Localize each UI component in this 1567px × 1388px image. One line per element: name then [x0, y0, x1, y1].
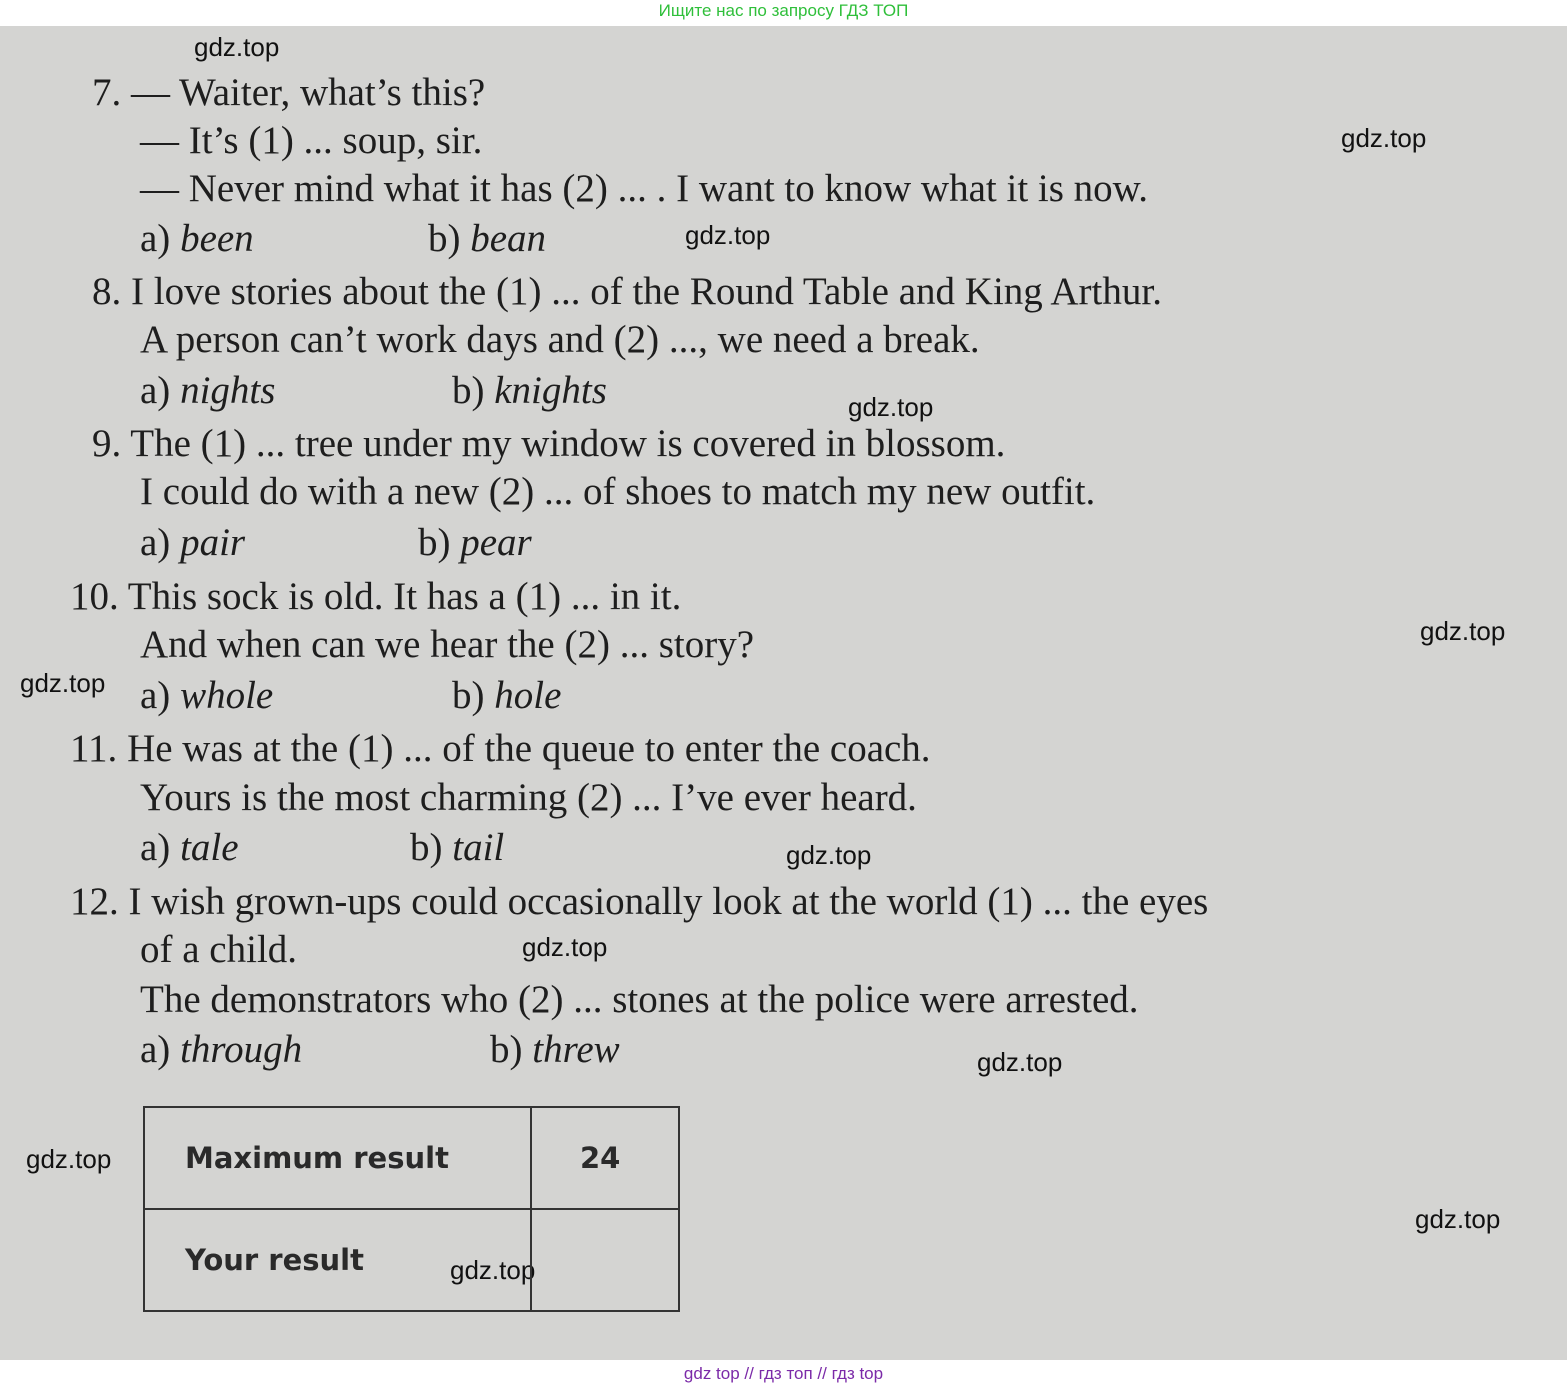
option-a-prefix: a) — [140, 826, 171, 869]
question-10-option-b — [452, 673, 561, 718]
watermark: gdz.top — [450, 1255, 536, 1285]
watermark: gdz.top — [20, 668, 106, 698]
bottom-banner: gdz top // гдз топ // гдз top — [0, 1360, 1567, 1388]
option-a-prefix: a) — [140, 521, 171, 564]
option-b-prefix: b) — [490, 1028, 523, 1071]
question-7-line-1 — [92, 70, 485, 115]
watermark: gdz.top — [1415, 1204, 1501, 1234]
question-7-option-b — [428, 216, 546, 261]
max-result-label: Maximum result — [144, 1107, 531, 1209]
question-7-text-1: — Waiter, what’s this? — [131, 71, 486, 114]
option-a-prefix: a) — [140, 369, 171, 412]
question-9-line-2: I could do with a new (2) ... of shoes to match my new outfit. — [140, 470, 1096, 513]
result-table — [143, 1106, 680, 1312]
option-b-prefix: b) — [410, 826, 443, 869]
max-result-value: 24 — [531, 1107, 679, 1209]
option-a-prefix: a) — [140, 1028, 171, 1071]
question-9-number: 9. — [92, 422, 122, 465]
question-10-line-1 — [70, 574, 681, 619]
watermark: gdz.top — [977, 1047, 1063, 1077]
question-12-line-2: of a child. — [140, 928, 298, 971]
question-7-number: 7. — [92, 71, 122, 114]
your-result-value[interactable] — [531, 1209, 679, 1311]
question-9-line-1 — [92, 421, 1005, 466]
option-a-prefix: a) — [140, 674, 171, 717]
question-8-text-1: I love stories about the (1) ... of the Round Table and King Arthur. — [131, 270, 1162, 313]
option-a-word: through — [180, 1028, 303, 1071]
question-8-line-1 — [92, 269, 1162, 314]
watermark: gdz.top — [1341, 123, 1427, 153]
question-11-option-b — [410, 825, 504, 870]
option-b-word: pear — [460, 521, 532, 564]
option-b-prefix: b) — [452, 674, 485, 717]
question-11-number: 11. — [70, 727, 118, 770]
question-12-option-b — [490, 1027, 620, 1072]
question-9-option-a — [140, 520, 245, 565]
watermark: gdz.top — [194, 32, 280, 62]
option-b-prefix: b) — [418, 521, 451, 564]
option-a-word: whole — [180, 674, 274, 717]
question-9-option-b — [418, 520, 532, 565]
option-b-prefix: b) — [452, 369, 485, 412]
your-result-label: Your result — [144, 1209, 531, 1311]
max-result-row — [144, 1107, 679, 1209]
option-a-word: pair — [180, 521, 246, 564]
question-11-line-2: Yours is the most charming (2) ... I’ve ever heard. — [140, 776, 917, 819]
option-a-word: nights — [180, 369, 276, 412]
question-8-option-b — [452, 368, 607, 413]
watermark: gdz.top — [1420, 616, 1506, 646]
question-8-option-a — [140, 368, 275, 413]
question-8-line-2: A person can’t work days and (2) ..., we need a break. — [140, 318, 980, 361]
question-7-line-2: — It’s (1) ... soup, sir. — [140, 119, 483, 162]
watermark: gdz.top — [685, 220, 771, 250]
question-10-number: 10. — [70, 575, 119, 618]
question-7-option-a — [140, 216, 254, 261]
question-10-text-1: This sock is old. It has a (1) ... in it. — [127, 575, 682, 618]
option-b-word: threw — [532, 1028, 620, 1071]
question-11-line-1 — [70, 726, 931, 771]
your-result-row — [144, 1209, 679, 1311]
top-banner: Ищите нас по запросу ГДЗ ТОП — [0, 0, 1567, 26]
option-b-word: tail — [452, 826, 505, 869]
option-a-word: been — [180, 217, 254, 260]
question-7-line-3: — Never mind what it has (2) ... . I want to know what it is now. — [140, 167, 1149, 210]
question-8-number: 8. — [92, 270, 122, 313]
question-9-text-1: The (1) ... tree under my window is covered in blossom. — [130, 422, 1006, 465]
watermark: gdz.top — [522, 932, 608, 962]
question-10-option-a — [140, 673, 273, 718]
question-10-line-2: And when can we hear the (2) ... story? — [140, 623, 755, 666]
option-b-word: knights — [494, 369, 607, 412]
option-b-prefix: b) — [428, 217, 461, 260]
question-12-line-3: The demonstrators who (2) ... stones at the police were arrested. — [140, 978, 1139, 1021]
option-a-word: tale — [180, 826, 239, 869]
question-12-text-1: I wish grown-ups could occasionally look at the world (1) ... the eyes — [128, 880, 1209, 923]
question-12-number: 12. — [70, 880, 119, 923]
option-a-prefix: a) — [140, 217, 171, 260]
watermark: gdz.top — [848, 392, 934, 422]
question-12-option-a — [140, 1027, 302, 1072]
option-b-word: bean — [470, 217, 547, 260]
question-11-option-a — [140, 825, 239, 870]
watermark: gdz.top — [786, 840, 872, 870]
question-12-line-1 — [70, 879, 1208, 924]
watermark: gdz.top — [26, 1144, 112, 1174]
question-11-text-1: He was at the (1) ... of the queue to enter the coach. — [127, 727, 931, 770]
option-b-word: hole — [494, 674, 562, 717]
